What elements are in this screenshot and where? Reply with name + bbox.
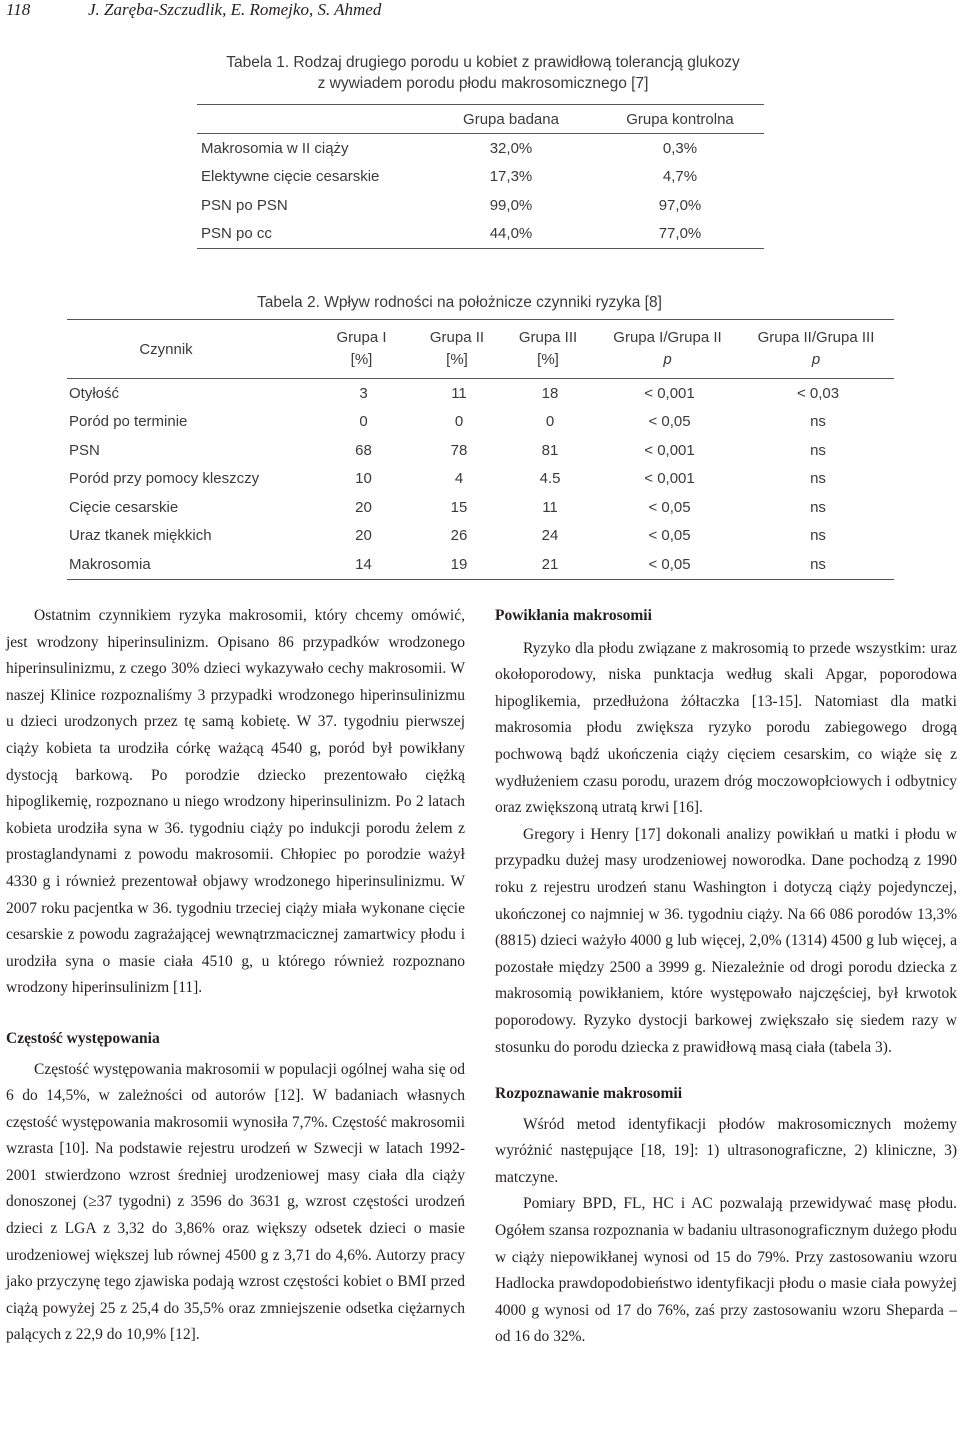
table2-cell: ns — [810, 470, 826, 488]
table1-row — [197, 163, 764, 192]
table2-cell: < 0,001 — [644, 441, 695, 459]
table2-row — [67, 465, 894, 494]
table2-header-cell: Grupa I/Grupa II p — [613, 329, 722, 368]
table2-header-cell: Grupa II/Grupa III p — [757, 329, 875, 368]
paragraph: Ryzyko dla płodu związane z makrosomią to przede wszystkim: uraz okołoporodowy, niska punktacja według skali Apgar, poporodowa hipoglikemia, przedłużona żółtaczka [13-15]. Natomiast dla matki makrosomia płodu zwiększa ryzyko porodu zabiegowego drogą pochwową bądź ukończenia ciąży cięciem cesarskim, co wiąże się z wydłużeniem czasu porodu, urazem dróg moczowopłciowych i odbytnicy oraz zwiększoną utratą krwi [16]. — [495, 639, 957, 817]
table2-row — [67, 522, 894, 551]
table2-cell: 68 — [355, 441, 372, 459]
section-heading-complications: Powikłania makrosomii — [495, 607, 652, 624]
table2-row — [67, 379, 894, 408]
table1-cell: 4,7% — [662, 168, 698, 186]
table2-cell: 4.5 — [539, 470, 561, 488]
table1-row — [197, 134, 764, 163]
table2-cell: < 0,05 — [648, 498, 691, 516]
table2-cell: 10 — [355, 470, 372, 488]
table2-cell: ns — [810, 441, 826, 459]
table1-cell: 97,0% — [658, 196, 702, 214]
table2-cell: 14 — [355, 555, 372, 573]
table1-header-cell: Grupa badana — [463, 110, 559, 128]
table2-cell: ns — [810, 555, 826, 573]
table2-header-cell: Grupa III [%] — [518, 329, 578, 368]
table2-row — [67, 436, 894, 465]
table2-cell: ns — [810, 413, 826, 431]
table2-cell: Otyłość — [69, 384, 120, 402]
table1-cell: PSN po cc — [201, 225, 272, 243]
section-heading-frequency: Częstość występowania — [6, 1029, 160, 1047]
table1-header-cell: Grupa kontrolna — [626, 110, 734, 128]
table2-cell: 11 — [542, 498, 558, 516]
table1-cell: 99,0% — [489, 196, 533, 214]
right-column — [495, 603, 957, 1351]
table1-caption — [200, 52, 766, 94]
table2-cell: 4 — [454, 470, 464, 488]
table2-cell: 15 — [450, 498, 468, 516]
table2-cell: < 0,05 — [648, 555, 691, 573]
paragraph: Ostatnim czynnikiem ryzyka makrosomii, który chcemy omówić, jest wrodzony hiperinsulinizm. Opisano 86 przypadków wrodzonego hiperinsulinizmu, z czego 30% dzieci wykazywało cechy makrosomii. W naszej Klinice rozpoznaliśmy 3 przypadki wrodzonego hiperinsulinizmu u dzieci urodzonych przez tę samą kobietę. W 37. tygodniu pierwszej ciąży kobieta ta urodziła córkę ważącą 4540 g, poród był powikłany dystocją barkową. Po porodzie dziecko prezentowało ciężką hipoglikemię, rozpoznano u niego wrodzony hiperinsulinizm. Po 2 latach kobieta urodziła syna w 36. tygodniu ciąży po indukcji porodu żelem z prostaglandynami z powodu makrosomii. Chłopiec po porodzie ważył 4330 g i również prezentował objawy wrodzonego hiperinsulinizmu. W 2007 roku pacjentka w 36. tygodniu trzeciej ciąży miała wykonane cięcie cesarskie z powodu zagrażającej wewnątrzmacicznej zamartwicy płodu i urodziła syna o masie ciała 4510 g, u którego również rozpoznano wrodzony hiperinsulinizm [11]. — [6, 607, 465, 997]
table2-cell: 21 — [541, 555, 559, 573]
table2-row — [67, 408, 894, 437]
table2-cell: Cięcie cesarskie — [69, 498, 179, 516]
table1-cell: Elektywne cięcie cesarskie — [201, 168, 380, 186]
table2-cell: Makrosomia — [69, 555, 151, 573]
table1-row — [197, 191, 764, 220]
table2-header-cell: Grupa II [%] — [429, 329, 485, 368]
table2-cell: 19 — [450, 555, 468, 573]
table1-cell: 0,3% — [662, 139, 698, 157]
running-authors: J. Zaręba-Szczudlik, E. Romejko, S. Ahmed — [88, 0, 382, 19]
table2-cell: 81 — [541, 441, 559, 459]
table1-cell: 32,0% — [489, 139, 533, 157]
table2-cell: ns — [810, 498, 826, 516]
left-column — [6, 603, 465, 1349]
paragraph: Pomiary BPD, FL, HC i AC pozwalają przewidywać masę płodu. Ogółem szansa rozpoznania w badaniu ultrasonograficznym dużego płodu w ciąży niepowikłanej wynosi od 15 do 79%. Przy zastosowaniu wzoru Hadlocka prawdopodobieństwo identyfikacji płodu o masie ciała powyżej 4000 g wynosi od 17 do 76%, zaś przy zastosowaniu wzoru Sheparda – od 16 do 32%. — [495, 1195, 957, 1346]
table2-row — [67, 493, 894, 522]
table2-cell: 11 — [451, 384, 467, 402]
table1-cell: Makrosomia w II ciąży — [201, 139, 349, 157]
table2-cell: PSN — [69, 441, 100, 459]
table2-cell: 78 — [450, 441, 468, 459]
table2-cell: 20 — [355, 527, 372, 545]
table2-cell: < 0,05 — [648, 527, 691, 545]
table2-cell: 24 — [541, 527, 559, 545]
table2-cell: < 0,001 — [644, 384, 695, 402]
table1-cell: 17,3% — [489, 168, 533, 186]
table2-cell: Poród przy pomocy kleszczy — [69, 470, 260, 488]
table2-cell: 18 — [541, 384, 559, 402]
paragraph: Częstość występowania makrosomii w populacji ogólnej waha się od 6 do 14,5%, w zależności od autorów [12]. W badaniach własnych częstość występowania makrosomii wynosiła 7,7%. Częstość makrosomii wzrasta [10]. Na podstawie rejestru urodzeń w Szwecji w latach 1992-2001 stwierdzono wzrost średniej urodzeniowej masy ciała dla ciąży donoszonej (≥37 tygodni) z 3596 do 3631 g, wzrost częstości urodzeń dzieci z LGA z 3,32 do 3,86% oraz większy odsetek dzieci o masie urodzeniowej większej lub równej 4500 g z 3,71 do 4,6%. Autorzy pracy jako przyczynę tego zjawiska podają wzrost częstości kobiet o BMI przed ciążą powyżej 25 z 25,4 do 35,5% oraz zmniejszenie odsetka ciężarnych palących z 22,9 do 10,9% [12]. — [6, 1060, 465, 1344]
table2-cell: Uraz tkanek miękkich — [69, 527, 212, 545]
table2-cell: < 0,03 — [796, 384, 840, 402]
table2 — [67, 319, 894, 580]
table1-cell: PSN po PSN — [201, 196, 288, 214]
table2-cell: Poród po terminie — [69, 413, 188, 431]
table2-cell: ns — [810, 527, 826, 545]
section-heading-diagnosis: Rozpoznawanie makrosomii — [495, 1085, 683, 1103]
table1-caption-line1: Tabela 1. Rodzaj drugiego porodu u kobiet z prawidłową tolerancją glukozy — [226, 54, 740, 71]
table2-cell: 26 — [450, 527, 468, 545]
table2-caption: Tabela 2. Wpływ rodności na położnicze czynniki ryzyka [8] — [257, 294, 662, 311]
table2-cell: 20 — [355, 498, 372, 516]
table2-cell: 0 — [454, 413, 464, 431]
paragraph: Wśród metod identyfikacji płodów makrosomicznych możemy wyróżnić następujące [18, 19]: 1) ultrasonograficzne, 2) kliniczne, 3) matczyne. — [495, 1115, 957, 1186]
table2-cell: 0 — [359, 413, 368, 431]
table2-header-row — [67, 320, 894, 378]
table2-cell: < 0,001 — [644, 470, 695, 488]
table2-row — [67, 550, 894, 579]
table1-cell: 44,0% — [489, 225, 533, 243]
table2-cell: 3 — [359, 384, 368, 402]
table1-row — [197, 220, 764, 249]
table2-header-cell: Czynnik — [139, 340, 193, 358]
table1-caption-line2: z wywiadem porodu płodu makrosomicznego [7] — [317, 75, 649, 92]
table2-header-cell: Grupa I [%] — [336, 329, 387, 368]
page-number: 118 — [6, 0, 31, 19]
table1-cell: 77,0% — [658, 225, 702, 243]
table2-cell: 0 — [545, 413, 555, 431]
table2-cell: < 0,05 — [648, 413, 691, 431]
table1 — [197, 104, 764, 249]
paragraph: Gregory i Henry [17] dokonali analizy powikłań u matki i płodu w przypadku dużej masy urodzeniowej noworodka. Dane pochodzą z 1990 roku z rejestru urodzeń stanu Washington i dotyczą ciąży pojedynczej, ukończonej co najmniej w 36. tygodniu ciąży. Na 66 086 porodów 13,3% (8815) dzieci ważyło 4000 g lub więcej, 2,0% (1314) 4500 g lub więcej, a pozostałe między 2500 a 3999 g. Niezależnie od drogi porodu dziecka z makrosomią powikłaniem, które występowało najczęściej, był krwotok poporodowy. Ryzyko dystocji barkowej zwiększało się siedem razy w stosunku do porodu dziecka z prawidłową masą ciała (tabela 3). — [495, 825, 957, 1056]
running-header — [6, 0, 381, 20]
table1-header-row — [197, 105, 764, 133]
